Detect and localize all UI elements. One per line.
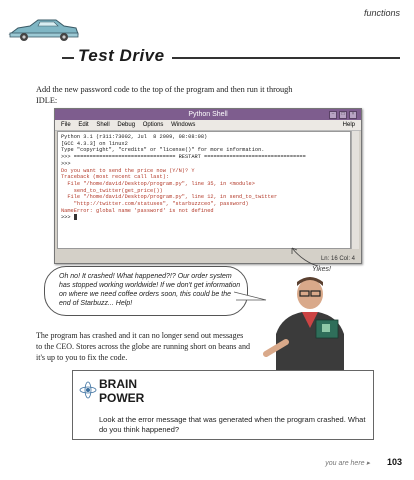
shell-line: [GCC 4.3.3] on linux2 (61, 140, 128, 147)
speech-bubble (44, 266, 248, 316)
maximize-icon[interactable]: □ (339, 111, 347, 119)
shell-line: "http://twitter.com/statuses", "starbuzzceo", password) (61, 201, 249, 208)
you-are-here: you are here ▸ (325, 460, 370, 467)
close-icon[interactable]: × (349, 111, 357, 119)
menu-file[interactable]: File (61, 122, 71, 128)
shell-line: Do you want to send the price now (Y/N)? Y (61, 167, 195, 174)
shell-line: Type "copyright", "credits" or "license()" for more information. (61, 147, 265, 154)
shell-window-title: Python Shell (188, 111, 228, 118)
menu-windows[interactable]: Windows (171, 122, 196, 128)
shell-line: File "/home/david/Desktop/program.py", line 35, in <module> (61, 180, 255, 187)
title-rule-left (62, 57, 74, 59)
title-rule-right (172, 57, 400, 59)
page-number: 103 (386, 457, 402, 467)
body-paragraph: The program has crashed and it can no longer send out messages to the CEO. Stores across the globe are running short on beans and it's up to you to fix the code. (36, 331, 250, 362)
menu-help[interactable]: Help (342, 122, 355, 128)
shell-line: >>> ================================ RESTART ================================ (61, 154, 306, 161)
shell-line: NameError: global name 'password' is not defined (61, 207, 214, 214)
menu-options[interactable]: Options (142, 122, 164, 128)
brain-power-line1: BRAIN (99, 377, 137, 391)
python-shell-window (54, 108, 362, 264)
text-cursor (74, 214, 77, 220)
shell-line: Traceback (most recent call last): (61, 174, 170, 181)
menu-edit[interactable]: Edit (78, 122, 89, 128)
car-icon (8, 14, 80, 44)
yikes-annotation: Yikes! (312, 266, 331, 273)
shell-output[interactable] (57, 131, 351, 249)
brain-power-logo (79, 375, 149, 405)
minimize-icon[interactable]: – (329, 111, 337, 119)
shell-scrollbar[interactable] (351, 131, 359, 249)
shell-line: Python 3.1 (r311:73002, Jul 8 2009, 08:08:08) (61, 134, 208, 140)
intro-text: Add the new password code to the top of the program and then run it through IDLE: (36, 85, 293, 105)
shell-line: send_to_twitter(get_price()) (61, 187, 163, 194)
brain-power-box (72, 370, 374, 440)
shell-line: >>> (61, 160, 71, 167)
section-label: functions (363, 8, 400, 18)
annotation-arrow-icon (282, 244, 322, 270)
shell-status: Ln: 16 Col: 4 (320, 256, 355, 262)
shell-titlebar[interactable] (55, 109, 361, 120)
shell-menubar (55, 120, 361, 131)
shell-line: >>> (61, 214, 347, 221)
menu-shell[interactable]: Shell (96, 122, 110, 128)
shell-line: File "/home/david/Desktop/program.py", line 12, in send_to_twitter (61, 194, 278, 201)
brain-power-text: Look at the error message that was generated when the program crashed. What do you think happened? (99, 415, 366, 434)
speech-bubble-text: Oh no! It crashed! What happened?!? Our order system has stopped working worldwide! If we don't get information on where we need coffee orders soon, this could be the end of Starbuzz... Help! (59, 273, 241, 307)
menu-debug[interactable]: Debug (117, 122, 136, 128)
page-title: Test Drive (78, 46, 165, 65)
page-title-row (62, 46, 402, 66)
brain-power-line2: POWER (99, 391, 145, 405)
